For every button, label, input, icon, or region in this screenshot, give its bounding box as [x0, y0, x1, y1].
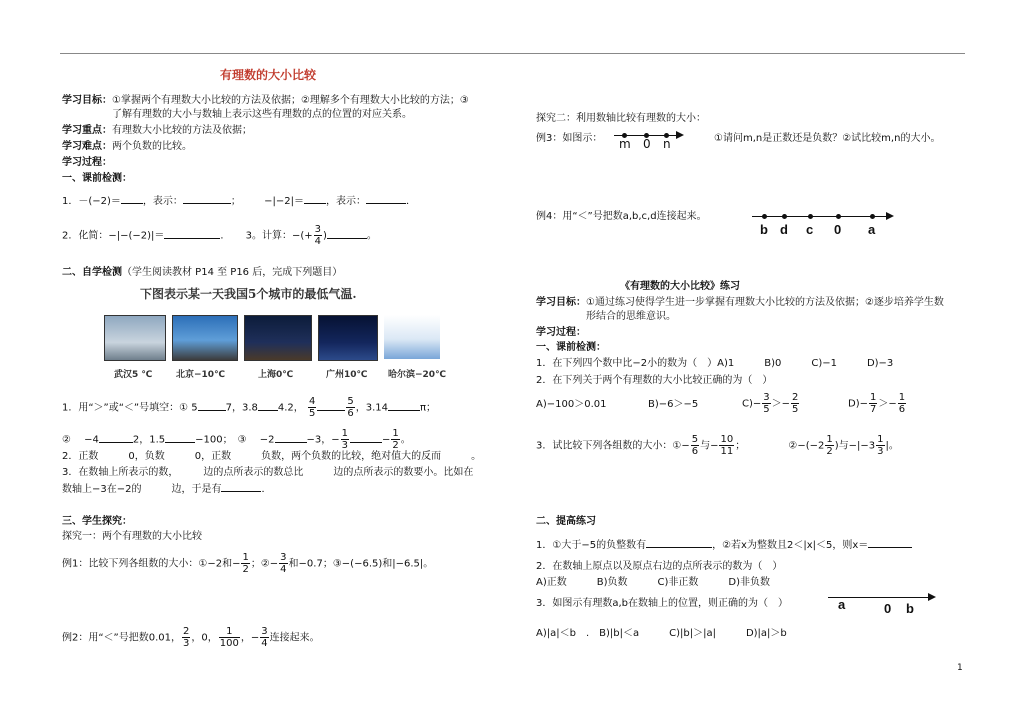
practice-title: 《有理数的大小比较》练习	[620, 281, 740, 292]
page-title: 有理数的大小比较	[220, 68, 317, 82]
fill-question-row-1: 1．用“＞”或“＜”号填空：① 5 7，3.8 4.2， $\frac{4}{5}$ $\frac{5}{6}$ ，3.14 π；	[62, 396, 437, 419]
advanced-question-3-options: A)|a|＜b . B)|b|＜a C)|b|＞|a| D)|a|＞b	[536, 628, 787, 639]
question-positive-negative: 2．正数 0，负数 0，正数 负数，两个负数的比较，绝对值大的反而 。	[62, 451, 482, 462]
key-point: 学习重点：有理数大小比较的方法及依据；	[62, 125, 252, 136]
wuhan-photo	[104, 315, 166, 361]
section-3-heading: 三、学生探究：	[62, 516, 132, 527]
beijing-photo	[172, 315, 238, 361]
section-2-heading: 二、自学检测（学生阅读教材 P14 至 P16 后，完成下列题目）	[62, 267, 343, 278]
advanced-question-3: 3．如图示有理数a,b在数轴上的位置，则正确的为（ ）	[536, 598, 789, 609]
question-number-line-1: 3．在数轴上所表示的数， 边的点所表示的数总比 边的点所表示的数要小。比如在	[62, 467, 474, 478]
temperature-banner: 下图表示某一天我国5个城市的最低气温.	[140, 287, 357, 301]
harbin-photo	[384, 315, 440, 359]
explore-2: 探究二：利用数轴比较有理数的大小：	[536, 113, 706, 124]
example-2: 例2：用“＜”号把数0.01， $\frac{2}{3}$ ，0， $\frac{1}{100}$ ，− $\frac{3}{4}$ 连接起来。	[62, 626, 320, 649]
guangzhou-photo	[318, 315, 378, 361]
fill-question-row-2: ② −4 2，1.5 −100； ③ −2 −3，− $\frac{1}{3}$ − $\frac{1}{2}$ 。	[62, 428, 411, 451]
practice-q2-option-a: A)−100＞0.01	[536, 399, 607, 410]
example-3-label: 例3：如图示：	[536, 133, 603, 144]
question-number-line-2: 数轴上−3在−2的 边，于是有 ．	[62, 484, 272, 495]
practice-question-3: 3．试比较下列各组数的大小：①− $\frac{5}{6}$ 与− $\frac{10}{11}$ ； ②−(−2 $\frac{1}{2}$ )与−|−3 $\frac{1}{3}$ |。	[536, 434, 899, 457]
process-label: 学习过程：	[62, 157, 112, 168]
practice-process-label: 学习过程：	[536, 327, 586, 338]
practice-question-1: 1．在下列四个数中比−2小的数为（ ）A)1 B)0 C)−1 D)−3	[536, 358, 894, 369]
practice-section-1: 一、课前检测：	[536, 342, 606, 353]
city-caption-beijing: 北京−10℃	[176, 370, 225, 380]
example-1: 例1：比较下列各组数的大小：①−2和− $\frac{1}{2}$ ；②− $\frac{3}{4}$ 和−0.7；③−(−6.5)和|−6.5|。	[62, 552, 434, 575]
city-caption-guangzhou: 广州10℃	[326, 370, 368, 380]
goal-line-1: 学习目标：①掌握两个有理数大小比较的方法及依据；②理解多个有理数大小比较的方法；③	[62, 95, 469, 106]
goal-line-2: 了解有理数的大小与数轴上表示这些有理数的点的位置的对应关系。	[112, 109, 412, 120]
advanced-question-2: 2．在数轴上原点以及原点右边的点所表示的数为（ ）	[536, 561, 783, 572]
city-caption-wuhan: 武汉5 ℃	[114, 370, 153, 380]
city-caption-harbin: 哈尔滨−20℃	[388, 370, 446, 380]
practice-q2-option-c: C)− $\frac{3}{5}$ ＞− $\frac{2}{5}$	[742, 392, 799, 415]
practice-goal-1: 学习目标：①通过练习使得学生进一步掌握有理数大小比较的方法及依据；②逐步培养学生数	[536, 297, 944, 308]
practice-q2-option-b: B)−6＞−5	[648, 399, 699, 410]
difficulty: 学习难点：两个负数的比较。	[62, 141, 192, 152]
practice-question-2: 2．在下列关于两个有理数的大小比较正确的为（ ）	[536, 375, 773, 386]
number-line-example-3: m 0 n	[614, 128, 690, 152]
question-2-3: 2．化简：−|−(−2)|＝ ． 3。计算：−(+ $\frac{3}{4}$ ) 。	[62, 224, 377, 247]
shanghai-photo	[244, 315, 312, 361]
number-line-example-4: b d c 0 a	[752, 208, 898, 240]
example-3-question: ①请问m,n是正数还是负数？②试比较m,n的大小。	[714, 133, 941, 144]
advanced-question-2-options: A)正数 B)负数 C)非正数 D)非负数	[536, 577, 770, 588]
number-line-advanced-3: a 0 b	[828, 591, 940, 621]
page-number: 1	[957, 663, 963, 673]
practice-q2-option-d: D)− $\frac{1}{7}$ ＞− $\frac{1}{6}$	[848, 392, 906, 415]
practice-goal-2: 形结合的思维意识。	[586, 311, 676, 322]
question-1: 1．－(−2)＝ ，表示： ； −|−2|＝ ，表示： ．	[62, 196, 416, 207]
example-4: 例4：用“＜”号把数a,b,c,d连接起来。	[536, 211, 707, 222]
practice-section-2: 二、提高练习	[536, 516, 596, 527]
header-rule	[60, 53, 965, 54]
explore-1: 探究一：两个有理数的大小比较	[62, 531, 202, 542]
section-1-heading: 一、课前检测：	[62, 173, 132, 184]
city-caption-shanghai: 上海0℃	[258, 370, 294, 380]
advanced-question-1: 1．①大于−5的负整数有 ，②若x为整数且2＜|x|＜5，则x＝	[536, 538, 912, 552]
